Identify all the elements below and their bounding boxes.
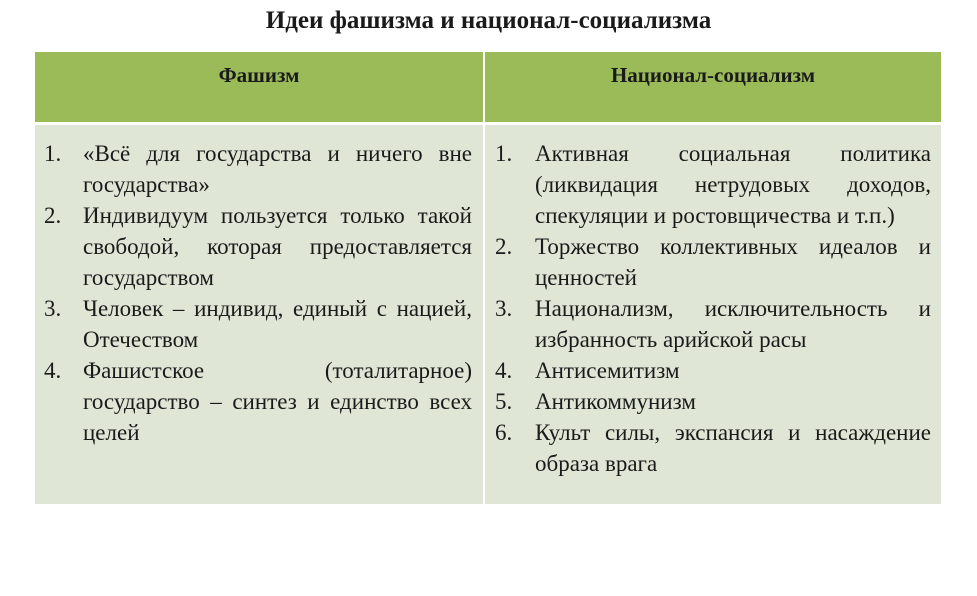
list-item-number: 3.: [495, 295, 513, 321]
list-item-number: 2.: [495, 233, 513, 259]
list-item: [495, 293, 931, 355]
list-item-number: 6.: [495, 419, 513, 445]
list-item-text: Человек – индивид, единый с нацией, Отечеством: [83, 295, 472, 352]
page-title: Идеи фашизма и национал-социализма: [265, 7, 712, 34]
list-item: [495, 386, 931, 417]
list-item-text: Торжество коллективных идеалов и ценностей: [535, 233, 931, 290]
table-body-row: [35, 123, 941, 504]
list-item: [44, 293, 472, 355]
list-item-number: 4.: [495, 357, 513, 383]
list-item: [495, 417, 931, 479]
list-item: [44, 355, 472, 448]
list-item: [495, 355, 931, 386]
fascism-cell: [35, 123, 484, 504]
fascism-list: [36, 126, 482, 448]
national-socialism-list: [486, 126, 940, 479]
list-item-text: «Всё для государства и ничего вне государства»: [83, 140, 472, 197]
list-item-text: Индивидуум пользуется только такой свободой, которая предоставляется государством: [83, 202, 472, 290]
list-item-text: Активная социальная политика (ликвидация нетрудовых доходов, спекуляции и ростовщичества и т.п.): [535, 140, 931, 228]
list-item: [44, 200, 472, 293]
list-item-number: 4.: [44, 357, 62, 383]
list-item-text: Антикоммунизм: [535, 388, 696, 414]
national-socialism-cell: [484, 123, 941, 504]
list-item-text: Культ силы, экспансия и насаждение образа врага: [535, 419, 931, 476]
column-header-fascism: Фашизм: [35, 52, 484, 123]
list-item-number: 3.: [44, 295, 62, 321]
list-item: [495, 138, 931, 231]
list-item-number: 5.: [495, 388, 513, 414]
list-item-text: Национализм, исключительность и избранность арийской расы: [535, 295, 931, 352]
list-item-number: 1.: [44, 140, 62, 166]
list-item-text: Антисемитизм: [535, 357, 680, 383]
list-item-number: 1.: [495, 140, 513, 166]
list-item: [495, 231, 931, 293]
list-item-text: Фашистское (тоталитарное) государство – синтез и единство всех целей: [83, 357, 472, 445]
comparison-table: [35, 52, 941, 504]
list-item-number: 2.: [44, 202, 62, 228]
list-item: [44, 138, 472, 200]
column-header-national-socialism: Национал-социализм: [484, 52, 941, 123]
table-header-row: [35, 52, 941, 123]
